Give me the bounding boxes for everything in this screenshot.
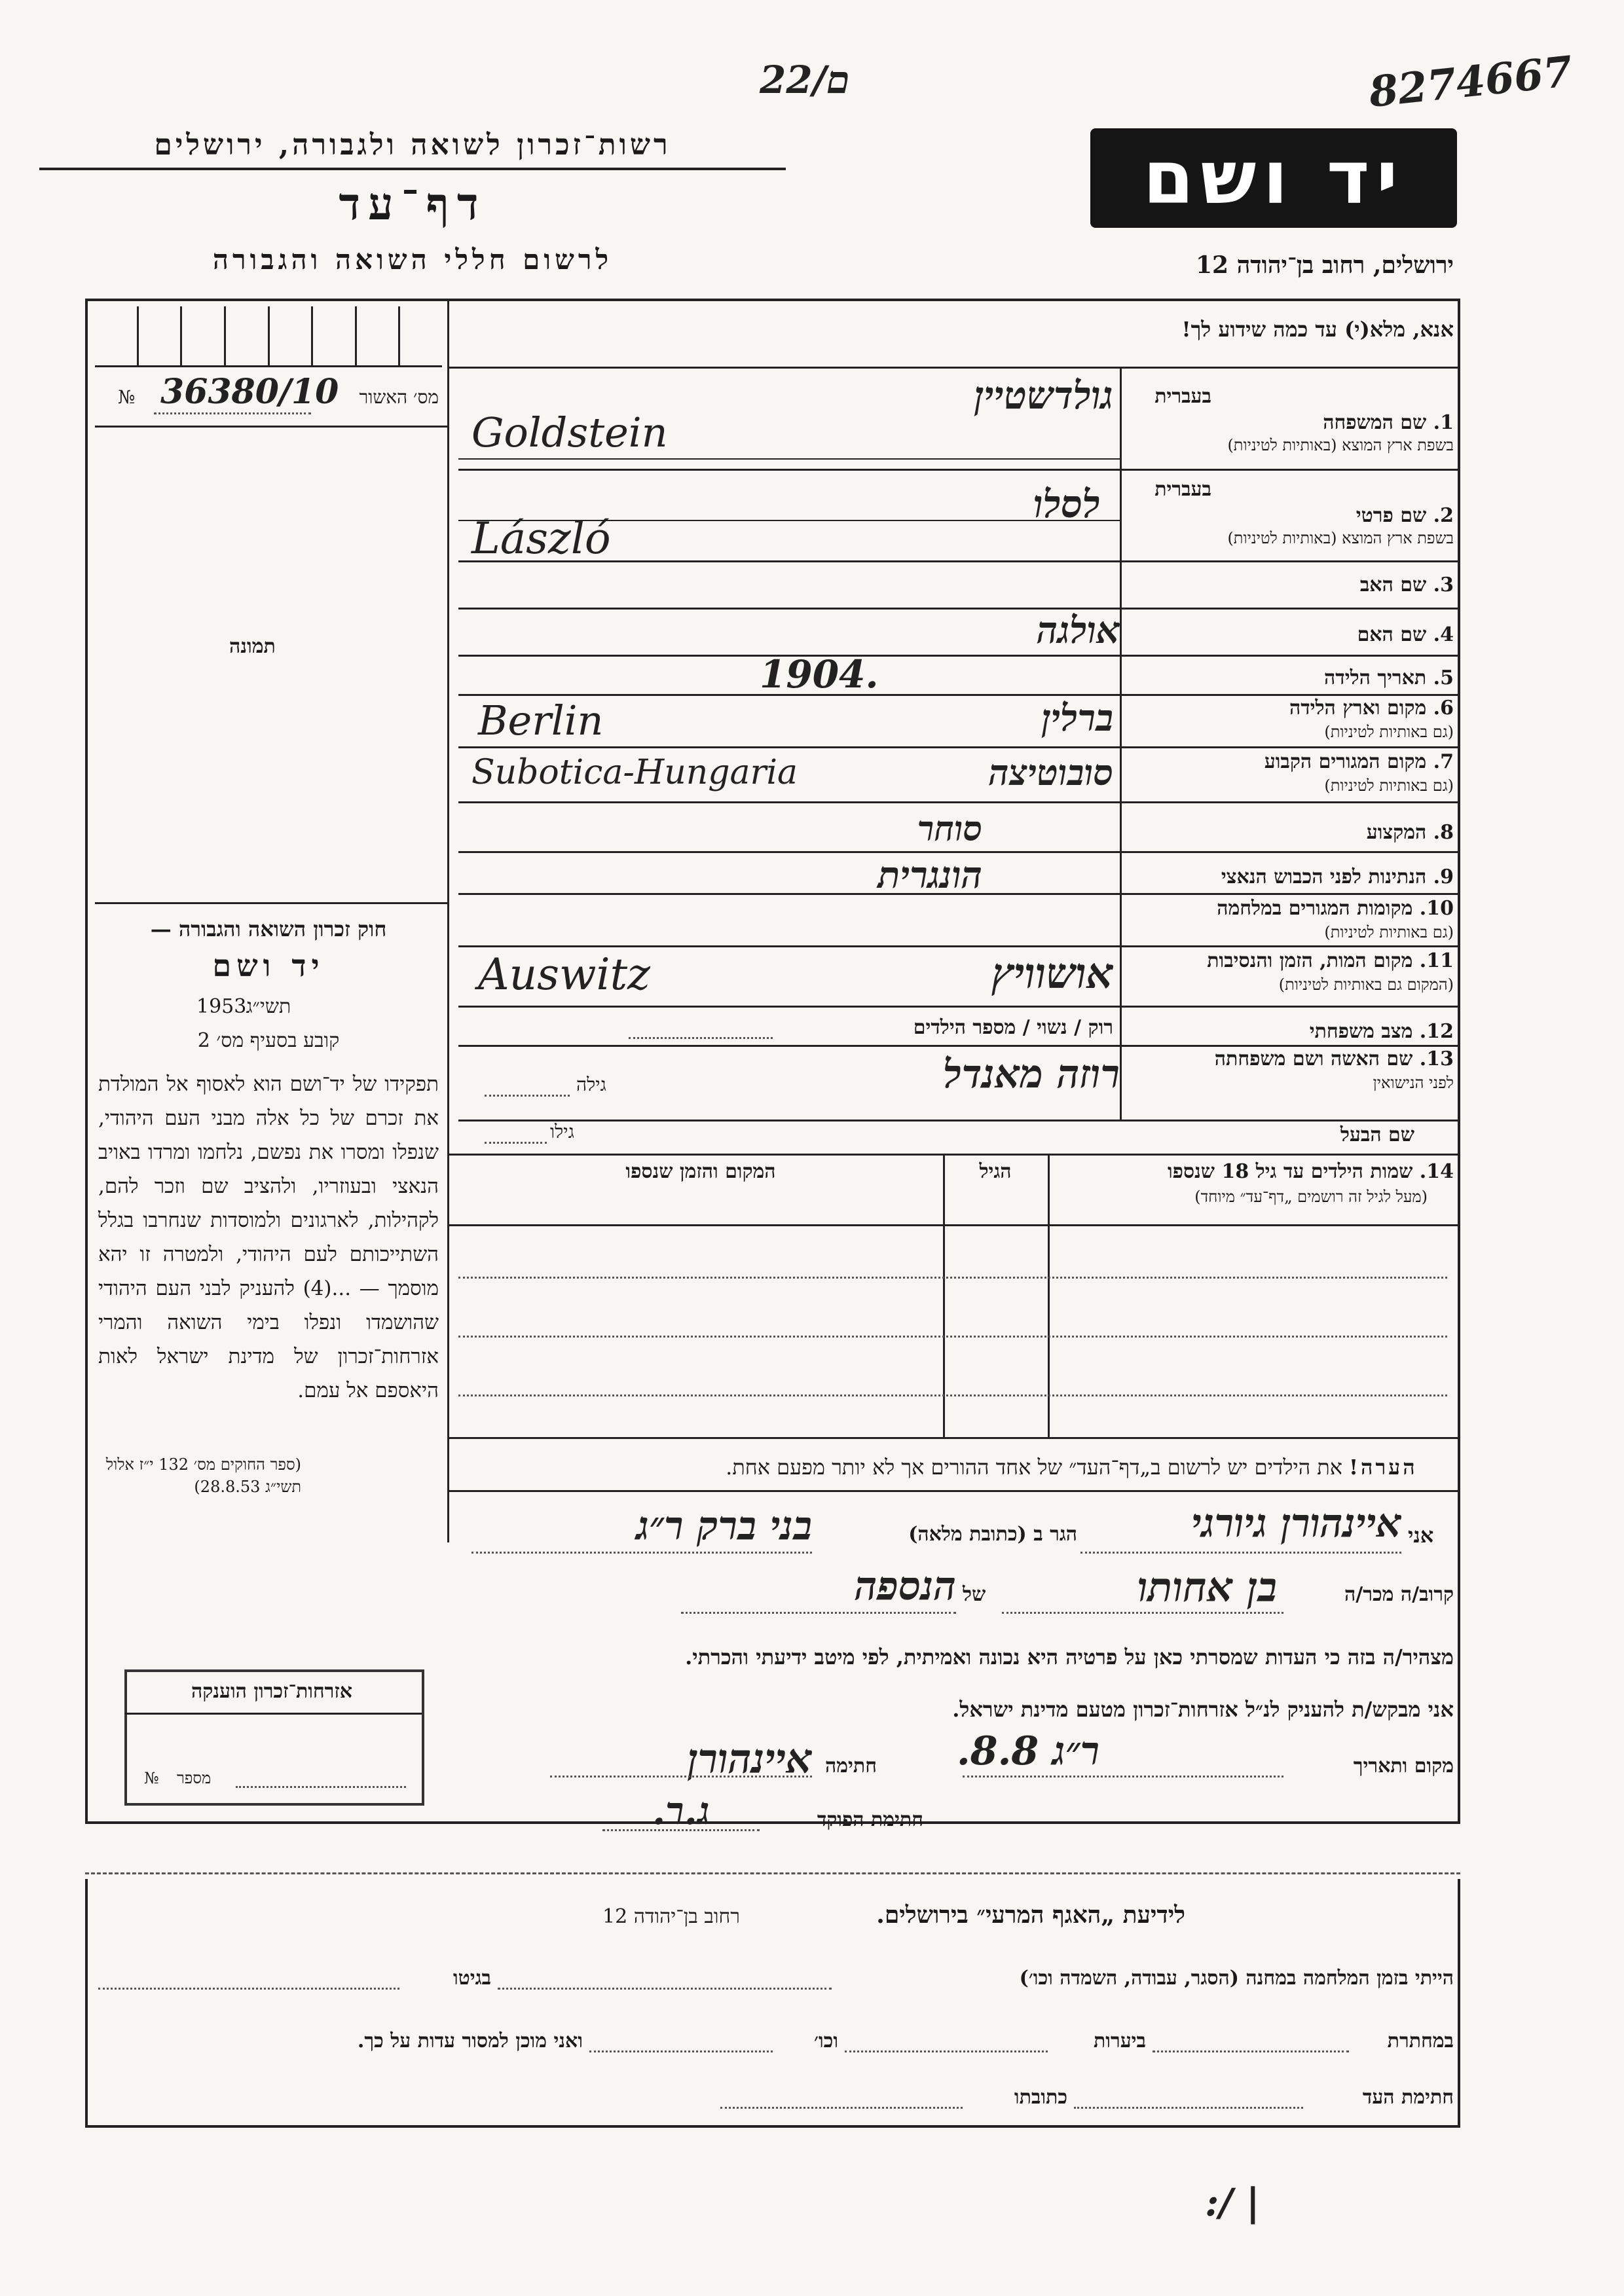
relation-line: [1002, 1612, 1283, 1614]
citizenship-value: הונגרית: [877, 854, 982, 897]
intro-text: אנא, מלא(י) עד כמה שידוע לך!: [1181, 317, 1454, 342]
label-father: 3. שם האב: [1359, 574, 1454, 596]
surname-latin-value: Goldstein: [471, 409, 668, 456]
children-count-line: [629, 1037, 773, 1039]
declaration-statement: מצהיר/ה בזה כי העדות שמסרתי כאן על פרטיה היא נכונה ואמיתית, לפי מיטב ידיעתי והכרתי.: [685, 1645, 1454, 1669]
place-date-label: מקום ותאריך: [1353, 1755, 1454, 1777]
approval-number-line: [154, 412, 311, 414]
law-text: תפקידו של יד־ושם הוא לאסוף אל המולדת את זכרם של כל אלה מבני העם היהודי, שנפלו ומסרו את נפשם, נלחמו ומרדו באויב הנאצי ובעוזריו, ולהציב שם וזכר להם, לקהילות, לארגונים ולמוסדות שנחרבו בגלל השתייכותם לעם היהודי, ולמטרה זו יהא מוסמך — ...(4) להעניק לבני העם היהודי שהושמדו ונפלו בימי השואה והמרי אזרחות־זכרון של מדינת ישראל לאות היאספם אל עמם.: [98, 1072, 439, 1402]
declaration-request: אני מבקש/ת להעניק לנ״ל אזרחות־זכרון מטעם מדינת ישראל.: [952, 1697, 1454, 1722]
label-wife-maiden: לפני הנישואין: [1373, 1074, 1454, 1092]
hebrew-label-2: בעברית: [1154, 478, 1211, 501]
of-name-value: הנספה: [854, 1563, 956, 1609]
row-rule-7: [458, 801, 1460, 803]
clerk-signature: ג.ר.: [652, 1789, 710, 1833]
row-rule-12: [458, 1045, 1460, 1047]
residence-hebrew-value: סובוטיצה: [988, 752, 1113, 793]
footer-camp-label: הייתי בזמן המלחמה במחנה (הסגר, עבודה, השמדה וכו׳): [1019, 1967, 1454, 1990]
children-place-header: המקום והזמן שנספו: [625, 1160, 776, 1183]
approval-cells: [95, 306, 442, 367]
law-title: חוק זכרון השואה והגבורה —: [150, 917, 387, 941]
row-rule-1: [458, 469, 1460, 471]
birth-date-value: 1904.: [760, 652, 879, 697]
relative-label: קרוב/ה מכר/ה: [1344, 1583, 1454, 1606]
citizenship-box-number-label: מספר: [177, 1769, 212, 1787]
declarant-signature: איינהורן: [687, 1735, 812, 1783]
address: ירושלים, רחוב בן־יהודה 12: [1195, 251, 1454, 279]
row-rule-6: [458, 746, 1460, 748]
label-birth-date: 5. תאריך הלידה: [1324, 666, 1454, 689]
footer-witness-address-line: [720, 2107, 963, 2109]
label-mother: 4. שם האם: [1357, 623, 1454, 646]
row-rule-4: [458, 655, 1460, 657]
law-clause: קובע בסעיף מס׳ 2: [197, 1029, 340, 1052]
approval-label: מס׳ האשור: [359, 386, 439, 408]
place-date-value: ר״ג 8.8.: [956, 1728, 1100, 1774]
label-residence: 7. מקום המגורים הקבוע: [1264, 750, 1454, 773]
firstname-hebrew-value: לסלו: [1033, 482, 1100, 526]
row-rule-8: [458, 851, 1460, 853]
citizenship-box-no-sign: №: [144, 1769, 159, 1787]
photo-area-rule: [95, 902, 447, 904]
birth-place-latin-value: Berlin: [478, 697, 604, 744]
row-rule-5: [458, 694, 1460, 696]
approval-number: 36380/10: [160, 372, 339, 412]
of-label: של: [963, 1583, 986, 1606]
label-birth-place-latin: (גם באותיות לטיניות): [1324, 723, 1454, 741]
label-surname: 1. שם המשפחה: [1323, 411, 1454, 434]
label-citizenship: 9. הנתינות לפני הכבוש הנאצי: [1221, 866, 1454, 888]
children-header-rule: [447, 1224, 1460, 1226]
label-husband: שם הבעל: [1340, 1123, 1414, 1146]
clerk-signature-label: חתימת הפוקד: [817, 1808, 923, 1831]
label-birth-place: 6. מקום וארץ הלידה: [1289, 697, 1454, 720]
footer-ghetto-line: [98, 1988, 399, 1990]
approval-rule: [95, 426, 447, 428]
note-rule: [447, 1490, 1460, 1492]
footer-witness-signature-line: [1074, 2107, 1303, 2109]
children-sub-label: (מעל לגיל זה רושמים „דף־עד״ מיוחד): [1194, 1188, 1428, 1206]
approval-no-sign: №: [118, 386, 136, 408]
label-profession: 8. המקצוע: [1366, 821, 1454, 844]
law-year-hebrew: תשי״ג: [246, 995, 291, 1018]
declarant-address-line: [471, 1552, 812, 1554]
wife-age-label: גילה: [576, 1074, 606, 1095]
footer-witness-signature-label: חתימת העד: [1362, 2086, 1454, 2109]
birth-place-hebrew-value: ברלין: [1041, 697, 1113, 740]
citizenship-box-number-line: [236, 1786, 406, 1788]
wife-name-value: רוזה מאנדל: [943, 1051, 1120, 1097]
label-firstname-latin: בשפת ארץ המוצא (באותיות לטיניות): [1227, 529, 1454, 547]
footer-underground-label: במחתרת: [1387, 2030, 1454, 2052]
mother-value: אולגה: [1036, 609, 1120, 652]
column-divider-left: [447, 299, 449, 1542]
footer-etc-label: וכו׳: [814, 2030, 838, 2052]
family-status-options: רוק / נשוי / מספר הילדים: [913, 1016, 1113, 1039]
header-rule: [39, 168, 786, 170]
label-death-place-latin: (המקום גם באותיות לטיניות): [1278, 975, 1454, 994]
wife-age-line: [485, 1095, 570, 1097]
citizenship-box-title: אזרחות־זכרון הוענקה: [191, 1680, 353, 1703]
footer-camp-line: [498, 1988, 832, 1990]
signature-line: [550, 1776, 812, 1777]
declaration-i-label: אני: [1408, 1523, 1434, 1548]
form-subtitle: לרשום חללי השואה והגבורה: [212, 244, 613, 276]
of-name-line: [681, 1612, 956, 1614]
relation-value: בן אחותו: [1137, 1563, 1277, 1611]
footer-testimony-label: ואני מוכן למסור עדות על כך.: [357, 2030, 583, 2052]
row-rule-13: [458, 1120, 1460, 1121]
bottom-archive-mark: :/ |: [1205, 2180, 1260, 2225]
label-wartime-residence: 10. מקומות המגורים במלחמה: [1217, 897, 1454, 920]
archive-number-corner: 8274667: [1366, 46, 1575, 118]
firstname-latin-value: László: [471, 513, 611, 564]
label-wife-name: 13. שם האשה ושם משפחתה: [1214, 1048, 1454, 1070]
death-place-hebrew-value: אושוויץ: [991, 949, 1113, 998]
resident-label: הגר ב (כתובת מלאה): [908, 1523, 1077, 1546]
row-rule-1a: [458, 458, 1120, 460]
note-text: את הילדים יש לרשום ב„דף־העד״ של אחד ההורים אך לא יותר מפעם אחת.: [726, 1455, 1342, 1480]
label-wartime-residence-latin: (גם באותיות לטיניות): [1324, 923, 1454, 941]
label-death-place: 11. מקום המות, הזמן והנסיבות: [1207, 949, 1454, 972]
tear-line: [85, 1872, 1460, 1874]
hebrew-label-1: בעברית: [1154, 385, 1211, 408]
footer-etc-line: [589, 2050, 773, 2052]
footer-forests-label: ביערות: [1093, 2030, 1146, 2052]
death-place-latin-value: Auswitz: [478, 949, 650, 1000]
label-surname-latin: בשפת ארץ המוצא (באותיות לטיניות): [1227, 436, 1454, 454]
children-bottom-rule: [447, 1437, 1460, 1439]
children-row-3: [458, 1394, 1447, 1396]
children-age-header: הגיל: [979, 1160, 1012, 1183]
authority-name: רשות־זכרון לשואה ולגבורה, ירושלים: [154, 128, 671, 162]
declarant-line: [1080, 1552, 1401, 1554]
declarant-name: איינהורן גיורגי: [1191, 1501, 1401, 1546]
archive-number-top: 22/ם: [760, 58, 851, 102]
label-firstname: 2. שם פרטי: [1356, 504, 1454, 527]
footer-forests-line: [845, 2050, 1048, 2052]
children-label: 14. שמות הילדים עד גיל 18 שנספו: [1167, 1160, 1454, 1183]
intro-rule: [447, 367, 1460, 369]
law-source: (ספר החוקים מס׳ 132 י״ז אלול תשי״ג 28.8.53): [105, 1455, 301, 1496]
footer-ghetto-label: בגיטו: [452, 1967, 491, 1990]
surname-hebrew-value: גולדשטיין: [974, 373, 1113, 418]
residence-latin-value: Subotica-Hungaria: [471, 753, 798, 792]
law-name: יד ושם: [212, 948, 325, 983]
photo-label: תמונה: [229, 635, 276, 658]
law-year: 1953: [196, 995, 247, 1018]
children-row-2: [458, 1336, 1447, 1338]
row-rule-10: [458, 945, 1460, 947]
profession-value: סוחר: [917, 809, 982, 849]
clerk-signature-line: [602, 1829, 760, 1831]
signature-label: חתימה: [825, 1755, 877, 1777]
note-label: הערה!: [1349, 1455, 1418, 1480]
footer-title: לידיעת „האגף המרעי״ בירושלים.: [876, 1901, 1185, 1929]
yad-vashem-logo: יד ושם: [1090, 128, 1457, 228]
declarant-address: בני ברק ר״ג: [636, 1503, 812, 1549]
row-rule-14: [447, 1154, 1460, 1156]
footer-address: רחוב בן־יהודה 12: [602, 1905, 740, 1928]
row-rule-11: [458, 1006, 1460, 1008]
children-row-1: [458, 1277, 1447, 1279]
husband-age-label: גילו: [550, 1121, 574, 1142]
footer-witness-address-label: כתובתו: [1014, 2086, 1067, 2109]
husband-age-line: [485, 1142, 547, 1144]
citizenship-box-rule: [124, 1713, 422, 1715]
label-residence-latin: (גם באותיות לטיניות): [1324, 776, 1454, 795]
footer-underground-line: [1153, 2050, 1349, 2052]
place-date-line: [963, 1776, 1283, 1777]
form-title: דף־עד: [339, 178, 487, 230]
label-family-status: 12. מצב משפחתי: [1309, 1020, 1454, 1043]
